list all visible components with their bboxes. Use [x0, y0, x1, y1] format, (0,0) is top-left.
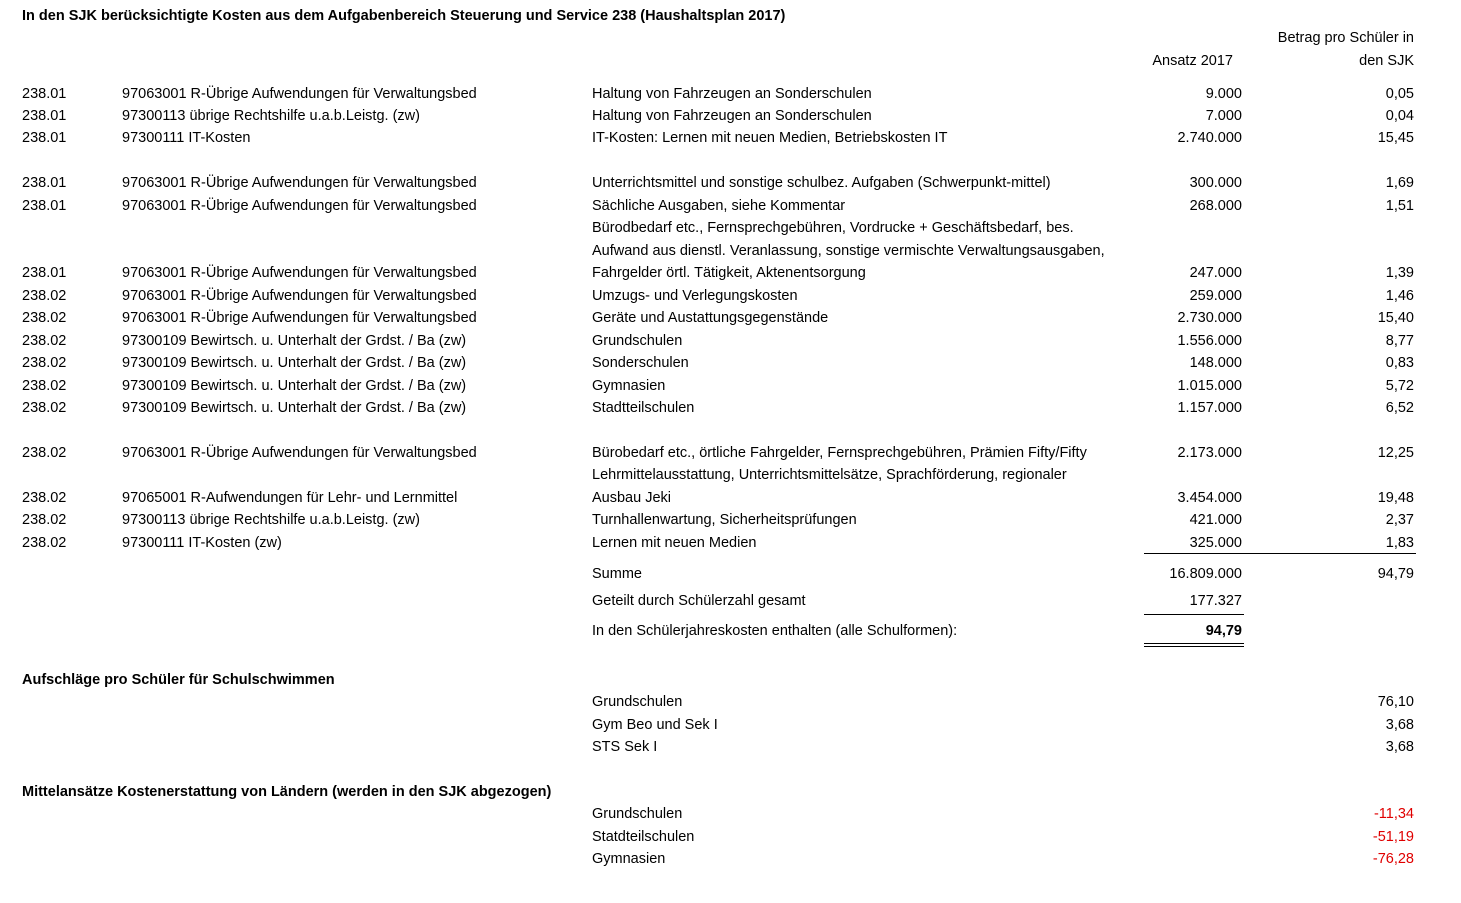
table-row: [0, 105, 1461, 127]
kapitel-cell: 238.02: [22, 355, 67, 371]
description-cell: Bürodbedarf etc., Fernsprechgebühren, Vordrucke + Geschäftsbedarf, bes.: [592, 220, 1074, 236]
description-cell: Sächliche Ausgaben, siehe Kommentar: [592, 198, 846, 214]
list-item-label: STS Sek I: [592, 739, 658, 755]
geteilt-value: 177.327: [1189, 593, 1242, 609]
ansatz-cell: 268.000: [1189, 198, 1242, 214]
betrag-cell: 1,51: [1385, 198, 1414, 214]
betrag-cell: 5,72: [1385, 378, 1414, 394]
schwimmen-heading: Aufschläge pro Schüler für Schulschwimmen: [22, 672, 335, 688]
description-cell: Ausbau Jeki: [592, 490, 671, 506]
schwimmen-heading-line: [0, 669, 1461, 691]
list-item: [0, 736, 1461, 758]
enthalten-value: 94,79: [1205, 623, 1242, 639]
summe-ansatz: 16.809.000: [1169, 566, 1242, 582]
kapitel-cell: 238.01: [22, 86, 67, 102]
ansatz-cell: 1.556.000: [1177, 333, 1242, 349]
ansatz-cell: 259.000: [1189, 288, 1242, 304]
konto-cell: 97063001 R-Übrige Aufwendungen für Verwaltungsbed: [122, 175, 477, 191]
enthalten-row: [0, 620, 1461, 642]
kapitel-cell: 238.01: [22, 130, 67, 146]
geteilt-rule: [1144, 614, 1244, 615]
summe-betrag: 94,79: [1377, 566, 1414, 582]
erstattung-heading-line: [0, 781, 1461, 803]
description-cell: Haltung von Fahrzeugen an Sonderschulen: [592, 86, 872, 102]
ansatz-cell: 421.000: [1189, 512, 1242, 528]
betrag-header-line2: den SJK: [1359, 53, 1414, 69]
betrag-cell: 0,05: [1385, 86, 1414, 102]
description-cell: Sonderschulen: [592, 355, 689, 371]
kapitel-cell: 238.02: [22, 535, 67, 551]
kapitel-cell: 238.02: [22, 378, 67, 394]
konto-cell: 97300109 Bewirtsch. u. Unterhalt der Grdst. / Ba (zw): [122, 378, 467, 394]
ansatz-cell: 1.157.000: [1177, 400, 1242, 416]
table-row: [0, 262, 1461, 284]
double-rule-top: [1144, 643, 1244, 644]
betrag-cell: 0,83: [1385, 355, 1414, 371]
table-row: [0, 442, 1461, 464]
geteilt-row: [0, 590, 1461, 612]
list-item-value: 3,68: [1385, 717, 1414, 733]
description-cell: Unterrichtsmittel und sonstige schulbez. Aufgaben (Schwerpunkt-mittel): [592, 175, 1051, 191]
list-item-value: 3,68: [1385, 739, 1414, 755]
list-item: [0, 714, 1461, 736]
summe-row: [0, 563, 1461, 585]
konto-cell: 97300111 IT-Kosten (zw): [122, 535, 282, 551]
betrag-cell: 2,37: [1385, 512, 1414, 528]
ansatz-cell: 300.000: [1189, 175, 1242, 191]
table-row: [0, 285, 1461, 307]
kapitel-cell: 238.01: [22, 108, 67, 124]
kapitel-cell: 238.01: [22, 198, 67, 214]
summe-label: Summe: [592, 566, 642, 582]
betrag-header-line1: Betrag pro Schüler in: [1277, 30, 1414, 46]
table-row: [0, 83, 1461, 105]
betrag-cell: 12,25: [1377, 445, 1414, 461]
ansatz-cell: 1.015.000: [1177, 378, 1242, 394]
betrag-cell: 1,83: [1385, 535, 1414, 551]
table-row: [0, 464, 1461, 486]
description-cell: Fahrgelder örtl. Tätigkeit, Aktenentsorgung: [592, 265, 866, 281]
list-item: [0, 826, 1461, 848]
konto-cell: 97300109 Bewirtsch. u. Unterhalt der Grdst. / Ba (zw): [122, 333, 467, 349]
table-row: [0, 397, 1461, 419]
konto-cell: 97300111 IT-Kosten: [122, 130, 251, 146]
konto-cell: 97063001 R-Übrige Aufwendungen für Verwaltungsbed: [122, 86, 477, 102]
description-cell: Lernen mit neuen Medien: [592, 535, 757, 551]
konto-cell: 97063001 R-Übrige Aufwendungen für Verwaltungsbed: [122, 198, 477, 214]
kapitel-cell: 238.02: [22, 512, 67, 528]
erstattung-heading: Mittelansätze Kostenerstattung von Ländern (werden in den SJK abgezogen): [22, 784, 552, 800]
konto-cell: 97300113 übrige Rechtshilfe u.a.b.Leistg. (zw): [122, 512, 420, 528]
description-cell: Lehrmittelausstattung, Unterrichtsmittelsätze, Sprachförderung, regionaler: [592, 467, 1067, 483]
list-item: [0, 848, 1461, 870]
list-item-label: Gym Beo und Sek I: [592, 717, 718, 733]
header-line-1: [0, 27, 1461, 49]
enthalten-label: In den Schülerjahreskosten enthalten (alle Schulformen):: [592, 623, 958, 639]
table-row: [0, 307, 1461, 329]
kapitel-cell: 238.01: [22, 265, 67, 281]
table-row: [0, 532, 1461, 554]
description-cell: Grundschulen: [592, 333, 683, 349]
betrag-cell: 1,46: [1385, 288, 1414, 304]
table-row: [0, 217, 1461, 239]
konto-cell: 97063001 R-Übrige Aufwendungen für Verwaltungsbed: [122, 310, 477, 326]
list-item-label: Grundschulen: [592, 806, 683, 822]
konto-cell: 97063001 R-Übrige Aufwendungen für Verwaltungsbed: [122, 265, 477, 281]
list-item: [0, 691, 1461, 713]
ansatz-cell: 2.730.000: [1177, 310, 1242, 326]
sum-rule: [1144, 553, 1416, 554]
description-cell: Haltung von Fahrzeugen an Sonderschulen: [592, 108, 872, 124]
betrag-cell: 19,48: [1377, 490, 1414, 506]
description-cell: IT-Kosten: Lernen mit neuen Medien, Betriebskosten IT: [592, 130, 948, 146]
kapitel-cell: 238.02: [22, 445, 67, 461]
betrag-cell: 0,04: [1385, 108, 1414, 124]
ansatz-cell: 2.173.000: [1177, 445, 1242, 461]
list-item-label: Grundschulen: [592, 694, 683, 710]
list-item-value: -51,19: [1372, 829, 1414, 845]
betrag-cell: 6,52: [1385, 400, 1414, 416]
kapitel-cell: 238.02: [22, 310, 67, 326]
ansatz-cell: 325.000: [1189, 535, 1242, 551]
ansatz-cell: 2.740.000: [1177, 130, 1242, 146]
description-cell: Umzugs- und Verlegungskosten: [592, 288, 798, 304]
ansatz-cell: 247.000: [1189, 265, 1242, 281]
table-row: [0, 509, 1461, 531]
table-row: [0, 375, 1461, 397]
konto-cell: 97300109 Bewirtsch. u. Unterhalt der Grdst. / Ba (zw): [122, 355, 467, 371]
kapitel-cell: 238.02: [22, 400, 67, 416]
kapitel-cell: 238.01: [22, 175, 67, 191]
table-row: [0, 330, 1461, 352]
list-item-value: 76,10: [1377, 694, 1414, 710]
description-cell: Gymnasien: [592, 378, 666, 394]
list-item-label: Statdteilschulen: [592, 829, 695, 845]
konto-cell: 97063001 R-Übrige Aufwendungen für Verwaltungsbed: [122, 288, 477, 304]
double-rule-bottom: [1144, 646, 1244, 647]
document-title: In den SJK berücksichtigte Kosten aus dem Aufgabenbereich Steuerung und Service 238 (Haushaltsplan 2017): [22, 8, 786, 24]
konto-cell: 97300113 übrige Rechtshilfe u.a.b.Leistg. (zw): [122, 108, 420, 124]
betrag-cell: 15,45: [1377, 130, 1414, 146]
ansatz-cell: 9.000: [1205, 86, 1242, 102]
betrag-cell: 8,77: [1385, 333, 1414, 349]
description-cell: Stadtteilschulen: [592, 400, 695, 416]
list-item-value: -76,28: [1372, 851, 1414, 867]
list-item: [0, 803, 1461, 825]
ansatz-header: Ansatz 2017: [1152, 53, 1233, 69]
table-row: [0, 127, 1461, 149]
table-row: [0, 352, 1461, 374]
description-cell: Bürobedarf etc., örtliche Fahrgelder, Fernsprechgebühren, Prämien Fifty/Fifty: [592, 445, 1087, 461]
table-row: [0, 240, 1461, 262]
description-cell: Aufwand aus dienstl. Veranlassung, sonstige vermischte Verwaltungsausgaben,: [592, 243, 1105, 259]
betrag-cell: 1,39: [1385, 265, 1414, 281]
ansatz-cell: 148.000: [1189, 355, 1242, 371]
ansatz-cell: 7.000: [1205, 108, 1242, 124]
table-row: [0, 172, 1461, 194]
geteilt-label: Geteilt durch Schülerzahl gesamt: [592, 593, 806, 609]
kapitel-cell: 238.02: [22, 333, 67, 349]
konto-cell: 97300109 Bewirtsch. u. Unterhalt der Grdst. / Ba (zw): [122, 400, 467, 416]
ansatz-cell: 3.454.000: [1177, 490, 1242, 506]
konto-cell: 97063001 R-Übrige Aufwendungen für Verwaltungsbed: [122, 445, 477, 461]
list-item-value: -11,34: [1373, 806, 1414, 822]
betrag-cell: 1,69: [1385, 175, 1414, 191]
kapitel-cell: 238.02: [22, 288, 67, 304]
header-line-2: [0, 50, 1461, 72]
table-row: [0, 487, 1461, 509]
description-cell: Geräte und Austattungsgegenstände: [592, 310, 829, 326]
konto-cell: 97065001 R-Aufwendungen für Lehr- und Lernmittel: [122, 490, 458, 506]
table-row: [0, 195, 1461, 217]
betrag-cell: 15,40: [1377, 310, 1414, 326]
kapitel-cell: 238.02: [22, 490, 67, 506]
document-title-line: [0, 5, 1461, 27]
description-cell: Turnhallenwartung, Sicherheitsprüfungen: [592, 512, 857, 528]
list-item-label: Gymnasien: [592, 851, 666, 867]
